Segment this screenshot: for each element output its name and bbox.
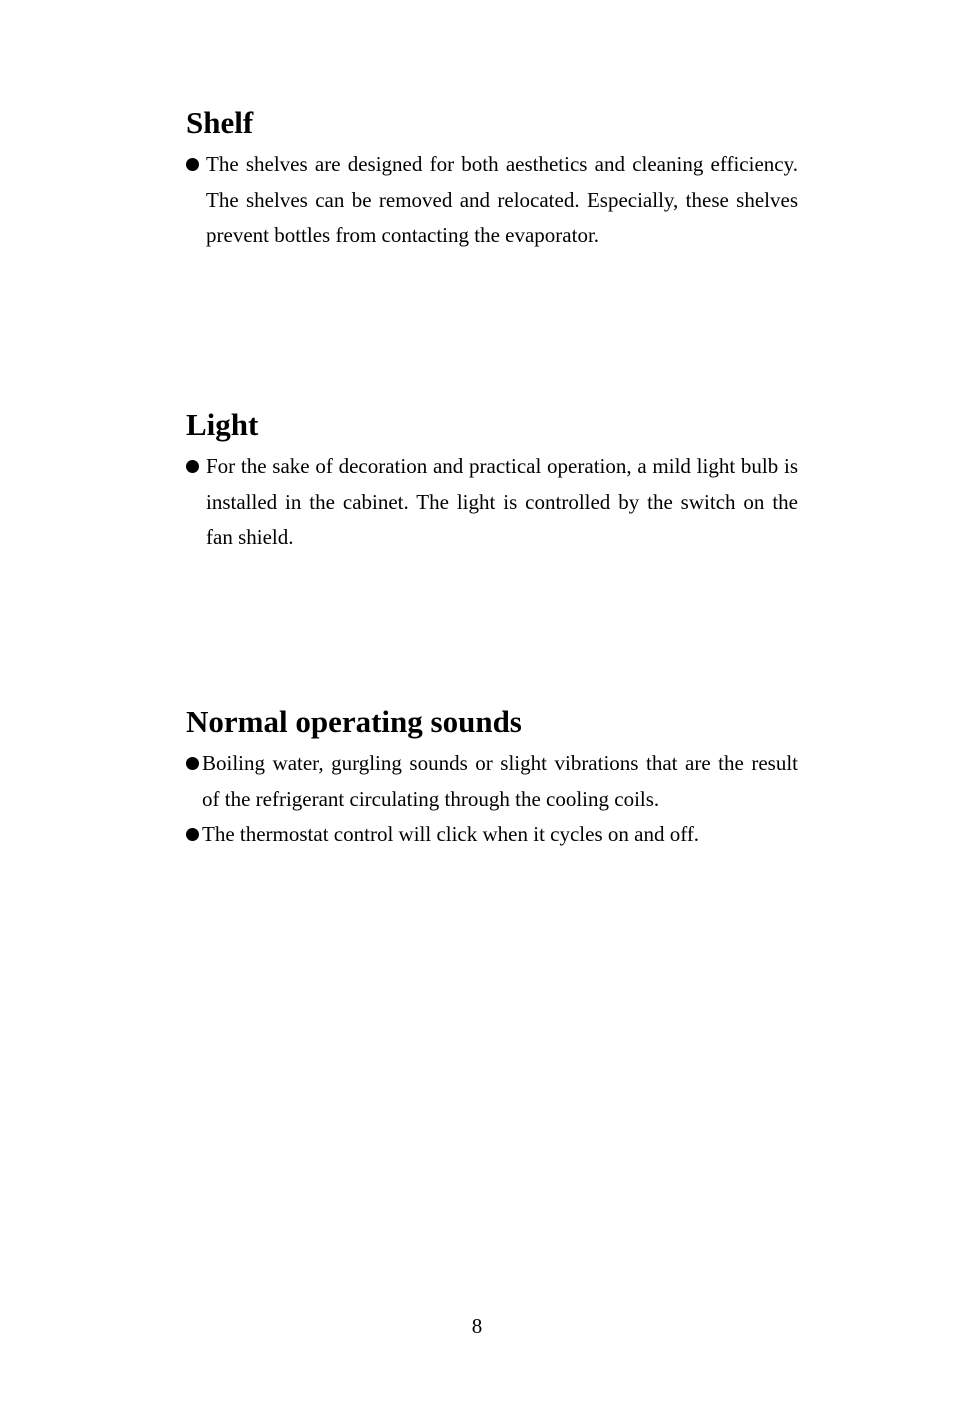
section-light [186, 407, 798, 556]
section-normal-operating-sounds [186, 704, 798, 853]
bullet-icon [186, 158, 199, 171]
list-item-text: Boiling water, gurgling sounds or slight vibrations that are the result of the refrigerant circulating through the cooling coils. [202, 751, 798, 811]
list-item [186, 147, 798, 254]
list-item [186, 746, 798, 817]
section-title-shelf: Shelf [186, 105, 254, 140]
list-item-text: The shelves are designed for both aesthetics and cleaning efficiency. The shelves can be removed and relocated. Especially, these shelves prevent bottles from contacting the evaporator. [206, 152, 798, 247]
bullet-icon [186, 460, 199, 473]
list-item-text: For the sake of decoration and practical operation, a mild light bulb is installed in the cabinet. The light is controlled by the switch on the fan shield. [206, 454, 798, 549]
section-shelf [186, 105, 798, 254]
bullet-list-shelf [186, 147, 798, 254]
bullet-icon [186, 757, 199, 770]
bullet-icon [186, 828, 199, 841]
bullet-list-light [186, 449, 798, 556]
page-number: 8 [471, 1314, 483, 1338]
section-title-light: Light [186, 407, 259, 442]
bullet-list-sounds [186, 746, 798, 853]
list-item [186, 817, 798, 853]
section-title-normal-operating-sounds: Normal operating sounds [186, 704, 522, 739]
list-item-text: The thermostat control will click when it cycles on and off. [202, 822, 700, 846]
list-item [186, 449, 798, 556]
